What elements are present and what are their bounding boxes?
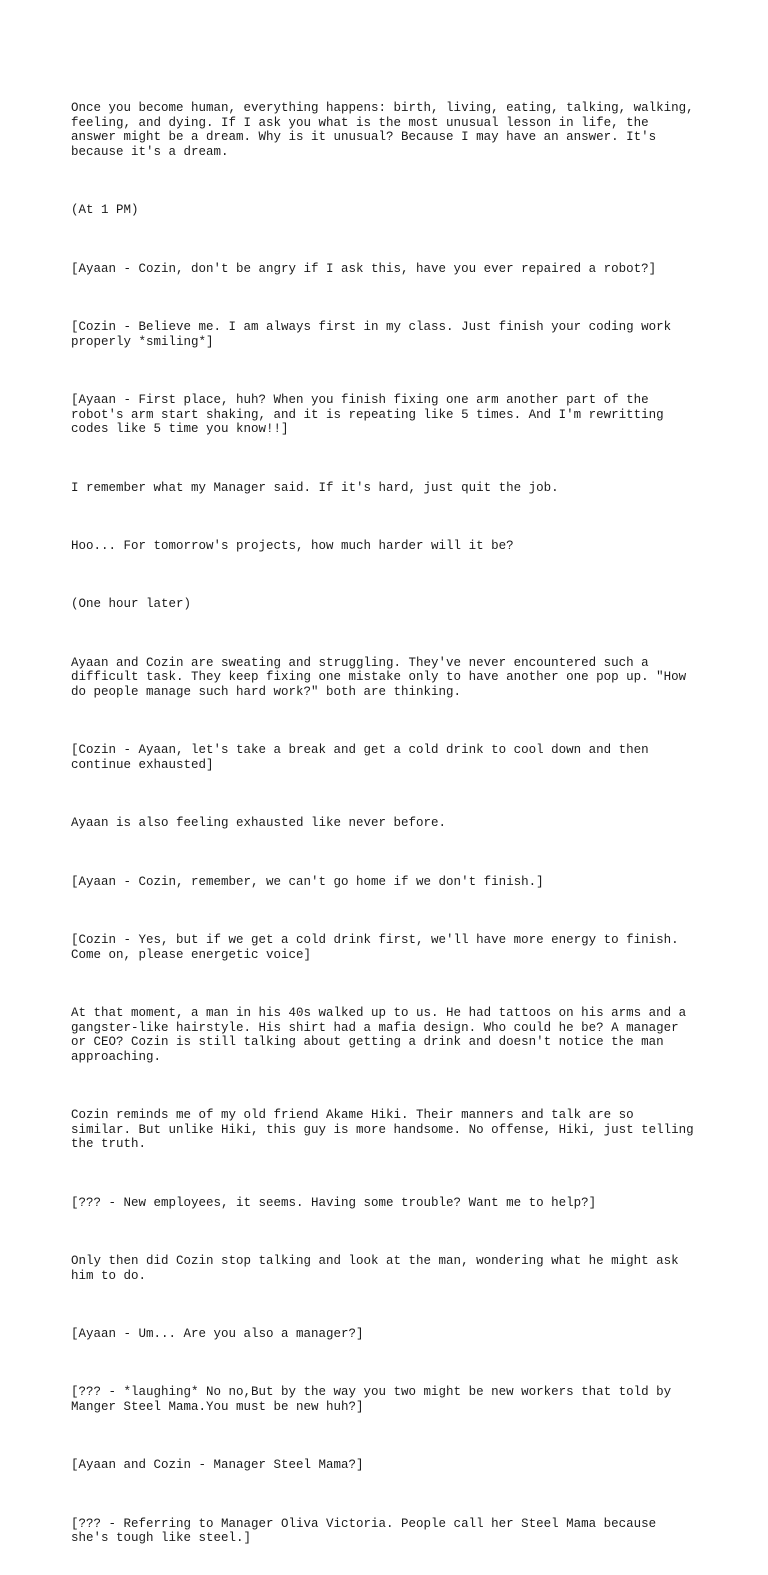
dialogue-stranger-2: [??? - *laughing* No no,But by the way you two might be new workers that told by Manger Steel Mama.You must be new huh?] — [71, 1385, 672, 1415]
document-page — [71, 72, 711, 1575]
dialogue-cozin-3: [Cozin - Yes, but if we get a cold drink first, we'll have more energy to finish. Come on, please energetic voice] — [71, 933, 679, 962]
paragraph-man-approaches: At that moment, a man in his 40s walked up to us. He had tattoos on his arms and a gangster-like hairstyle. His shirt had a mafia design. Who could he be? A manager or CEO? Cozin is still talking about getting a drink and doesn't notice the man approaching. — [71, 1006, 687, 1064]
paragraph-cozin-stops: Only then did Cozin stop talking and look at the man, wondering what he might ask him to do. — [71, 1254, 679, 1283]
paragraph-intro: Once you become human, everything happens: birth, living, eating, talking, walking, feeling, and dying. If I ask you what is the most unusual lesson in life, the answer might be a dream. Why is it unusual? Because I may have an answer. It's because it's a dream. — [71, 101, 694, 159]
dialogue-ayaan-cozin: [Ayaan and Cozin - Manager Steel Mama?] — [71, 1458, 364, 1473]
dialogue-ayaan-4: [Ayaan - Um... Are you also a manager?] — [71, 1327, 364, 1342]
paragraph-akame-hiki: Cozin reminds me of my old friend Akame Hiki. Their manners and talk are so similar. But unlike Hiki, this guy is more handsome. No offense, Hiki, just telling the truth. — [71, 1108, 694, 1152]
dialogue-ayaan-1: [Ayaan - Cozin, don't be angry if I ask this, have you ever repaired a robot?] — [71, 261, 657, 276]
paragraph-tomorrow: Hoo... For tomorrow's projects, how much harder will it be? — [71, 539, 514, 553]
dialogue-ayaan-3: [Ayaan - Cozin, remember, we can't go home if we don't finish.] — [71, 874, 544, 889]
paragraph-manager-said: I remember what my Manager said. If it's hard, just quit the job. — [71, 480, 559, 495]
paragraph-exhausted: Ayaan is also feeling exhausted like never before. — [71, 816, 447, 831]
dialogue-stranger-1: [??? - New employees, it seems. Having some trouble? Want me to help?] — [71, 1195, 597, 1210]
dialogue-ayaan-2: [Ayaan - First place, huh? When you finish fixing one arm another part of the robot's arm start shaking, and it is repeating like 5 times. And I'm rewritting codes like 5 time you know!!] — [71, 393, 664, 437]
paragraph-time-1pm: (At 1 PM) — [71, 203, 139, 218]
paragraph-struggling: Ayaan and Cozin are sweating and struggling. They've never encountered such a difficult task. They keep fixing one mistake only to have another one pop up. "How do people manage such hard work?" both are thinking. — [71, 655, 687, 699]
dialogue-cozin-2: [Cozin - Ayaan, let's take a break and get a cold drink to cool down and then continue exhausted] — [71, 743, 649, 772]
dialogue-stranger-3: [??? - Referring to Manager Oliva Victoria. People call her Steel Mama because she's tough like steel.] — [71, 1516, 657, 1546]
dialogue-cozin-1: [Cozin - Believe me. I am always first in my class. Just finish your coding work properly *smiling*] — [71, 320, 672, 349]
paragraph-hour-later: (One hour later) — [71, 597, 192, 612]
